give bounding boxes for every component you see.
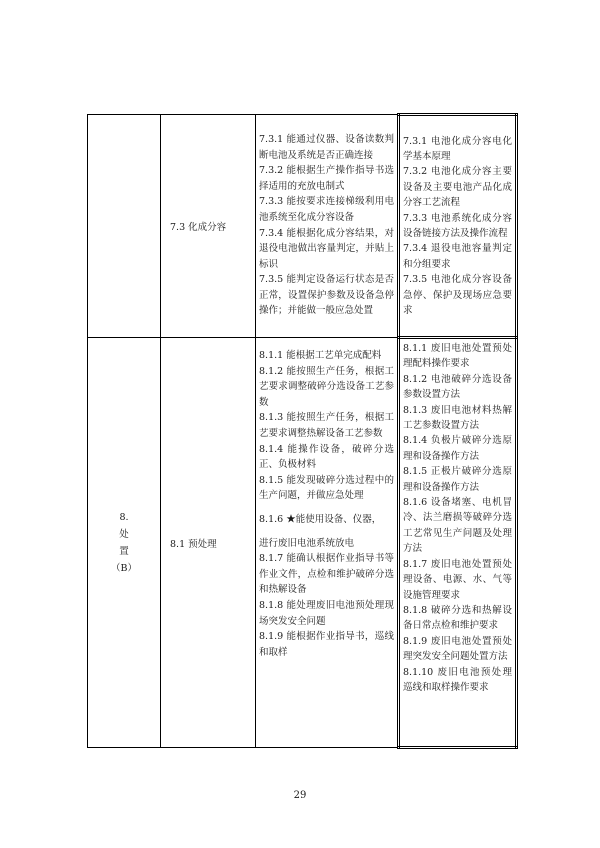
skills-cell bbox=[256, 115, 399, 338]
level-line: 8. bbox=[119, 511, 129, 523]
level-cell bbox=[88, 115, 161, 338]
knowledge-item: 7.3.2 电池化成分容主要设备及主要电池产品化成分容工艺流程 bbox=[403, 166, 512, 209]
knowledge-item: 8.1.5 正极片破碎分选原理和设备操作方法 bbox=[403, 466, 512, 493]
level-cell bbox=[88, 338, 161, 748]
skill-item: 8.1.5 能发现破碎分选过程中的生产问题，并做应急处理 bbox=[259, 474, 394, 502]
skill-item: 8.1.9 能根据作业指导书，巡线和取样 bbox=[259, 631, 394, 658]
knowledge-item: 8.1.4 负极片破碎分选原理和设备操作方法 bbox=[403, 435, 512, 462]
knowledge-item: 7.3.5 电池化成分容设备急停、保护及现场应急要求 bbox=[403, 274, 512, 317]
skill-item: 7.3.3 能按要求连接梯级利用电池系统至化成分容设备 bbox=[259, 196, 394, 223]
module-cell: 7.3 化成分容 bbox=[161, 115, 256, 338]
skill-item: 7.3.5 能判定设备运行状态是否正常，设置保护参数及设备急停操作；并能做一般应急处置 bbox=[259, 274, 394, 317]
skill-item: 8.1.7 能确认根据作业指导书等作业文件，点检和维护破碎分选和热解设备 bbox=[259, 553, 394, 596]
table-row bbox=[88, 115, 517, 338]
table-row bbox=[88, 338, 517, 748]
knowledge-item: 8.1.6 设备堵塞、电机冒冷、法兰磨损等破碎分选工艺常见生产问题及处理方法 bbox=[403, 497, 512, 555]
skill-item: 8.1.1 能根据工艺单完成配料 bbox=[259, 350, 382, 361]
knowledge-item: 8.1.10 废旧电池预处理巡线和取样操作要求 bbox=[403, 666, 512, 693]
knowledge-item: 8.1.8 破碎分选和热解设备日常点检和维护要求 bbox=[403, 604, 512, 632]
knowledge-item: 8.1.3 废旧电池材料热解工艺参数设置方法 bbox=[403, 404, 512, 432]
skill-item: 8.1.6 ★能使用设备、仪器， bbox=[259, 513, 382, 525]
skill-item: 8.1.4 能操作设备，破碎分选正、负极材料 bbox=[259, 443, 394, 471]
knowledge-cell bbox=[399, 115, 517, 338]
skill-item: 8.1.3 能按照生产任务，根据工艺要求调整热解设备工艺参数 bbox=[259, 412, 394, 439]
page-number: 29 bbox=[293, 790, 307, 801]
knowledge-item: 7.3.3 电池系统化成分容设备链接方法及操作流程 bbox=[403, 212, 512, 239]
knowledge-item: 7.3.1 电池化成分容电化学基本原理 bbox=[403, 135, 512, 162]
knowledge-item: 8.1.7 废旧电池处置预处理设备、电源、水、气等设施管理要求 bbox=[403, 558, 512, 601]
knowledge-item: 7.3.4 退役电池容量判定和分组要求 bbox=[403, 243, 512, 270]
knowledge-item: 8.1.2 电池破碎分选设备参数设置方法 bbox=[403, 373, 512, 401]
level-line: 处 bbox=[119, 528, 129, 540]
skill-item: 7.3.4 能根据化成分容结果，对退役电池做出容量判定，并贴上标识 bbox=[259, 227, 394, 270]
skill-item: 8.1.8 能处理废旧电池预处理现场突发安全问题 bbox=[259, 599, 394, 627]
skill-item: 8.1.2 能按照生产任务，根据工艺要求调整破碎分选设备工艺参数 bbox=[259, 365, 394, 408]
module-cell: 8.1 预处理 bbox=[161, 338, 256, 748]
level-line: （B） bbox=[111, 562, 137, 574]
level-line: 置 bbox=[119, 545, 129, 557]
skill-item: 7.3.1 能通过仪器、设备读数判断电池及系统是否正确连接 bbox=[259, 133, 394, 161]
skills-table bbox=[87, 113, 518, 749]
skill-item: 7.3.2 能根据生产操作指导书选择适用的充放电制式 bbox=[259, 165, 394, 192]
skills-cell bbox=[256, 338, 399, 748]
knowledge-cell bbox=[399, 338, 517, 748]
knowledge-item: 8.1.1 废旧电池处置预处理配料操作要求 bbox=[403, 343, 512, 370]
skill-item: 进行废旧电池系统放电 bbox=[259, 537, 355, 549]
knowledge-item: 8.1.9 废旧电池处置预处理突发安全问题处置方法 bbox=[403, 635, 512, 663]
